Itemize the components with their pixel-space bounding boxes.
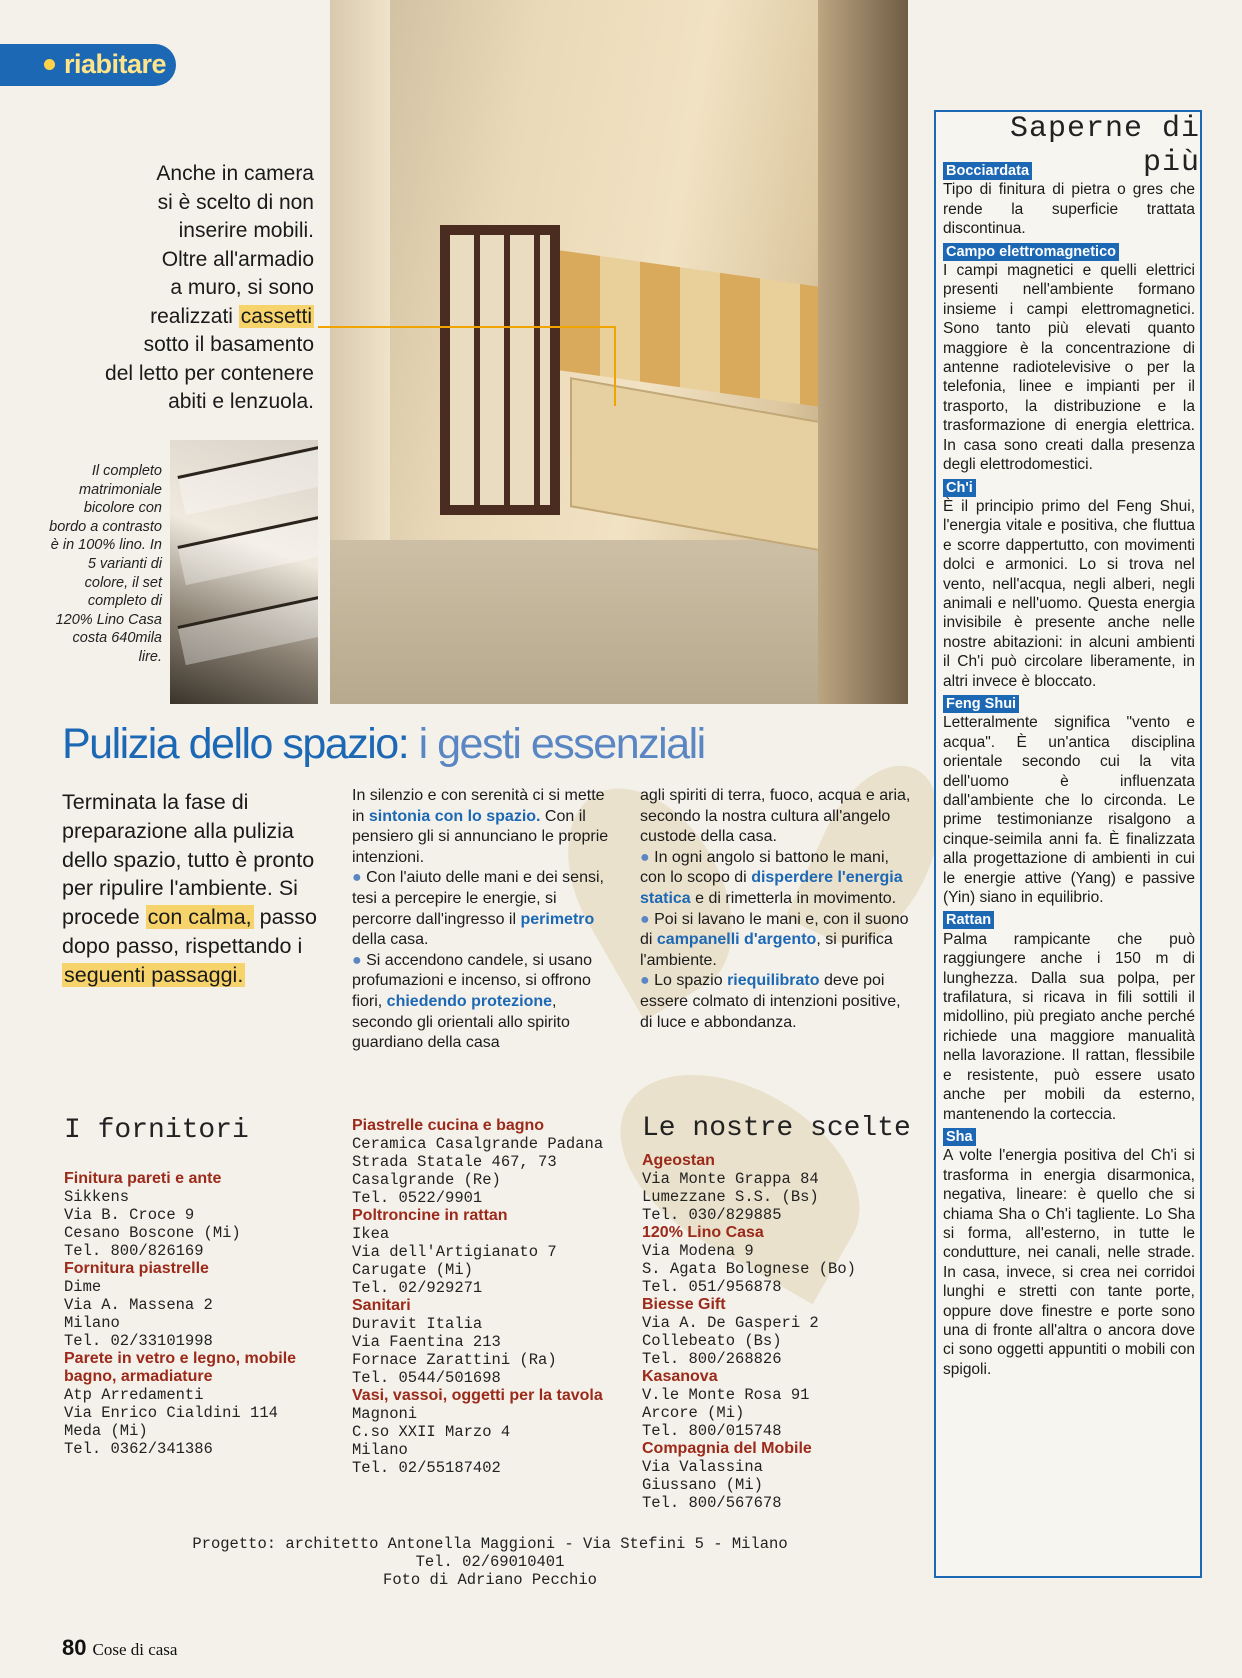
carpet-floor — [330, 540, 850, 704]
glossary-entry: Sha A volte l'energia positiva del Ch'i si trasforma in energia disarmonica, negativa, lineare: è quello che si chiama Sha o Ch'i tagliente. Lo Sha si forma, all'esterno, in tutte le condutture, nei canali, nelle strade. In casa, invece, si crea nei corridoi lunghi e stretti con tante porte, oppure dove finestre e porte sono una di fronte all'altra o ancora dove ci sono oggetti appuntiti o mobili con spigoli. — [943, 1128, 1195, 1378]
suppliers-column-1: Finitura pareti e ante Sikkens Via B. Croce 9 Cesano Boscone (Mi) Tel. 800/826169 Fornitura piastrelle Dime Via A. Massena 2 Milano Tel. 02/33101998 Parete in vetro e legno, mobile bagno, armadiature Atp Arredamenti Via Enrico Cialdini 114 Meda (Mi) Tel. 0362/341386 — [64, 1170, 297, 1458]
glossary-term: Sha — [943, 1128, 976, 1146]
bedroom-photo — [330, 0, 908, 704]
bullet-icon: ● — [352, 869, 362, 887]
linen-fold — [177, 515, 318, 585]
our-picks-title: Le nostre scelte — [642, 1113, 911, 1144]
glossary-entry: Feng Shui Letteralmente significa "vento e acqua". È un'antica disciplina orientale secondo cui la vita dell'uomo è influenzata dall'ambiente che lo circonda. Le prime testimonianze risalgono a cinque-seimila anni fa. È finalizzata alla progettazione di ambienti in cui le energie attive (Yang) e passive (Yin) siano in equilibrio. — [943, 695, 1195, 907]
caption-line: Anche in camera — [156, 162, 314, 185]
section-label: riabitare — [64, 49, 167, 79]
bullet-icon: ● — [640, 972, 650, 990]
suppliers-column-2: Piastrelle cucina e bagno Ceramica Casalgrande Padana Strada Statale 467, 73 Casalgrande (Re) Tel. 0522/9901 Poltroncine in rattan Ikea Via dell'Artigianato 7 Carugate (Mi) Tel. 02/929271 Sanitari Duravit Italia Via Faentina 213 Fornace Zarattini (Ra) Tel. 0544/501698 Vasi, vassoi, oggetti per la tavola Magnoni C.so XXII Marzo 4 Milano Tel. 02/55187402 — [352, 1117, 604, 1477]
magazine-name: Cose di casa — [92, 1640, 178, 1659]
glossary-entry: Ch'i È il principio primo del Feng Shui, l'energia vitale e positiva, che fluttua e scorre dappertutto, con movimenti dolci e armonici. Lo si trova nel vento, nell'acqua, negli alberi, negli animali e nell'uomo. Questa energia invisibile è presente anche nelle nostre abitazioni: in alcuni ambienti il Ch'i può circolare liberamente, in altri invece è bloccato. — [943, 479, 1195, 690]
door-frame — [330, 0, 390, 600]
page-number: 80 — [62, 1635, 87, 1660]
glossary-term: Ch'i — [943, 479, 976, 497]
linen-photo — [170, 440, 318, 704]
highlight-cassetti: cassetti — [240, 304, 312, 328]
caption-line: a muro, si sono — [170, 276, 314, 299]
caption-line: inserire mobili. — [178, 219, 314, 242]
highlight-calma: con calma, — [147, 905, 252, 930]
caption-line: realizzati cassetti — [150, 304, 312, 328]
glossary-term: Campo elettromagnetico — [943, 243, 1119, 261]
body-column-3: agli spiriti di terra, fuoco, acqua e aria, secondo la nostra cultura all'angelo custode della casa. ● In ogni angolo si battono le mani, con lo scopo di disperdere l'energia statica e di rimetterla in movimento. ● Poi si lavano le mani e, con il suono di campanelli d'argento, si purifica l'ambiente. ● Lo spazio riequilibrato deve poi essere colmato di intenzioni positive, di luce e abbondanza. — [640, 787, 911, 1031]
glossary-entry: Campo elettromagnetico I campi magnetici e quelli elettrici presenti nell'ambiente formano insieme i campi elettromagnetici. Sono tanto più elevati quanto maggiore è la concentrazione di antenne radiotelevisive o per la telefonia, linee e impianti per il trasporto, la distribuzione e la trasformazione di energia elettrica. In casa sono creati dalla presenza degli elettrodomestici. — [943, 243, 1195, 474]
glossary-entry: Rattan Palma rampicante che può raggiungere anche i 150 m di lunghezza. Dalla sua polpa, per trafilatura, si ricava in fili sottili il midollino, più pregiato anche perché richiede una maggiore manualità nella lavorazione. Il rattan, flessibile e resistente, può essere usato anche per mobili da esterno, mantenendo la corteccia. — [943, 912, 1195, 1123]
glossary-term: Feng Shui — [943, 695, 1019, 713]
section-badge — [0, 44, 176, 86]
suppliers-title: I fornitori — [64, 1115, 249, 1146]
caption-line: del letto per contenere — [105, 361, 314, 385]
caption-line: si è scelto di non — [157, 190, 314, 214]
linen-fold — [177, 595, 318, 665]
wooden-lamp — [440, 225, 560, 515]
leader-line — [318, 326, 616, 328]
bullet-icon: ● — [640, 910, 650, 928]
intro-paragraph: Terminata la fase di preparazione alla pulizia dello spazio, tutto è pronto per ripulire l'ambiente. Si procede con calma, passo dopo passo, rispettando i seguenti passaggi. — [62, 790, 317, 987]
glossary-term: Bocciardata — [943, 162, 1032, 180]
highlight-passaggi: seguenti passaggi. — [64, 962, 244, 987]
glossary-entry: Bocciardata Tipo di finitura di pietra o gres che rende la superficie trattata discontinua. — [943, 163, 1195, 238]
leader-line — [614, 326, 616, 406]
wall-edge — [818, 0, 908, 704]
under-bed-drawer — [570, 377, 830, 553]
linen-fold — [177, 445, 318, 515]
page-footer — [62, 1635, 177, 1661]
glossary-body — [943, 160, 1195, 1381]
caption-line: sotto il basamento — [143, 333, 314, 356]
bullet-icon: ● — [640, 848, 650, 866]
room-caption — [96, 160, 314, 417]
article-headline: Pulizia dello spazio: i gesti essenziali — [62, 720, 705, 768]
caption-line: Oltre all'armadio — [161, 247, 314, 271]
bullet-icon: ● — [352, 951, 362, 969]
our-picks-list: Ageostan Via Monte Grappa 84 Lumezzane S.S. (Bs) Tel. 030/829885 120% Lino Casa Via Modena 9 S. Agata Bolognese (Bo) Tel. 051/956878 Biesse Gift Via A. De Gasperi 2 Collebeato (Bs) Tel. 800/268826 Kasanova V.le Monte Rosa 91 Arcore (Mi) Tel. 800/015748 Compagnia del Mobile Via Valassina Giussano (Mi) Tel. 800/567678 — [642, 1152, 856, 1512]
glossary-title: Saperne di più — [1009, 112, 1200, 180]
bullet-icon — [44, 59, 55, 70]
body-column-2: In silenzio e con serenità ci si mette in sintonia con lo spazio. Con il pensiero gli si annunciano le proprie intenzioni. ● Con l'aiuto delle mani e dei sensi, tesi a percepire le energie, si percorre dall'ingresso il perimetro della casa. ● Si accendono candele, si usano profumazioni e incenso, si offrono fiori, chiedendo protezione, secondo gli orientali allo spirito guardiano della casa — [352, 787, 609, 1052]
glossary-term: Rattan — [943, 911, 994, 929]
linen-caption: Il completo matrimoniale bicolore con bordo a contrasto è in 100% lino. In 5 varianti di colore, il set completo di 120% Lino Casa costa 640mila lire. — [49, 463, 162, 665]
caption-line: abiti e lenzuola. — [168, 390, 314, 413]
credits: Progetto: architetto Antonella Maggioni - Via Stefini 5 - Milano Tel. 02/69010401 Foto di Adriano Pecchio — [192, 1535, 788, 1589]
